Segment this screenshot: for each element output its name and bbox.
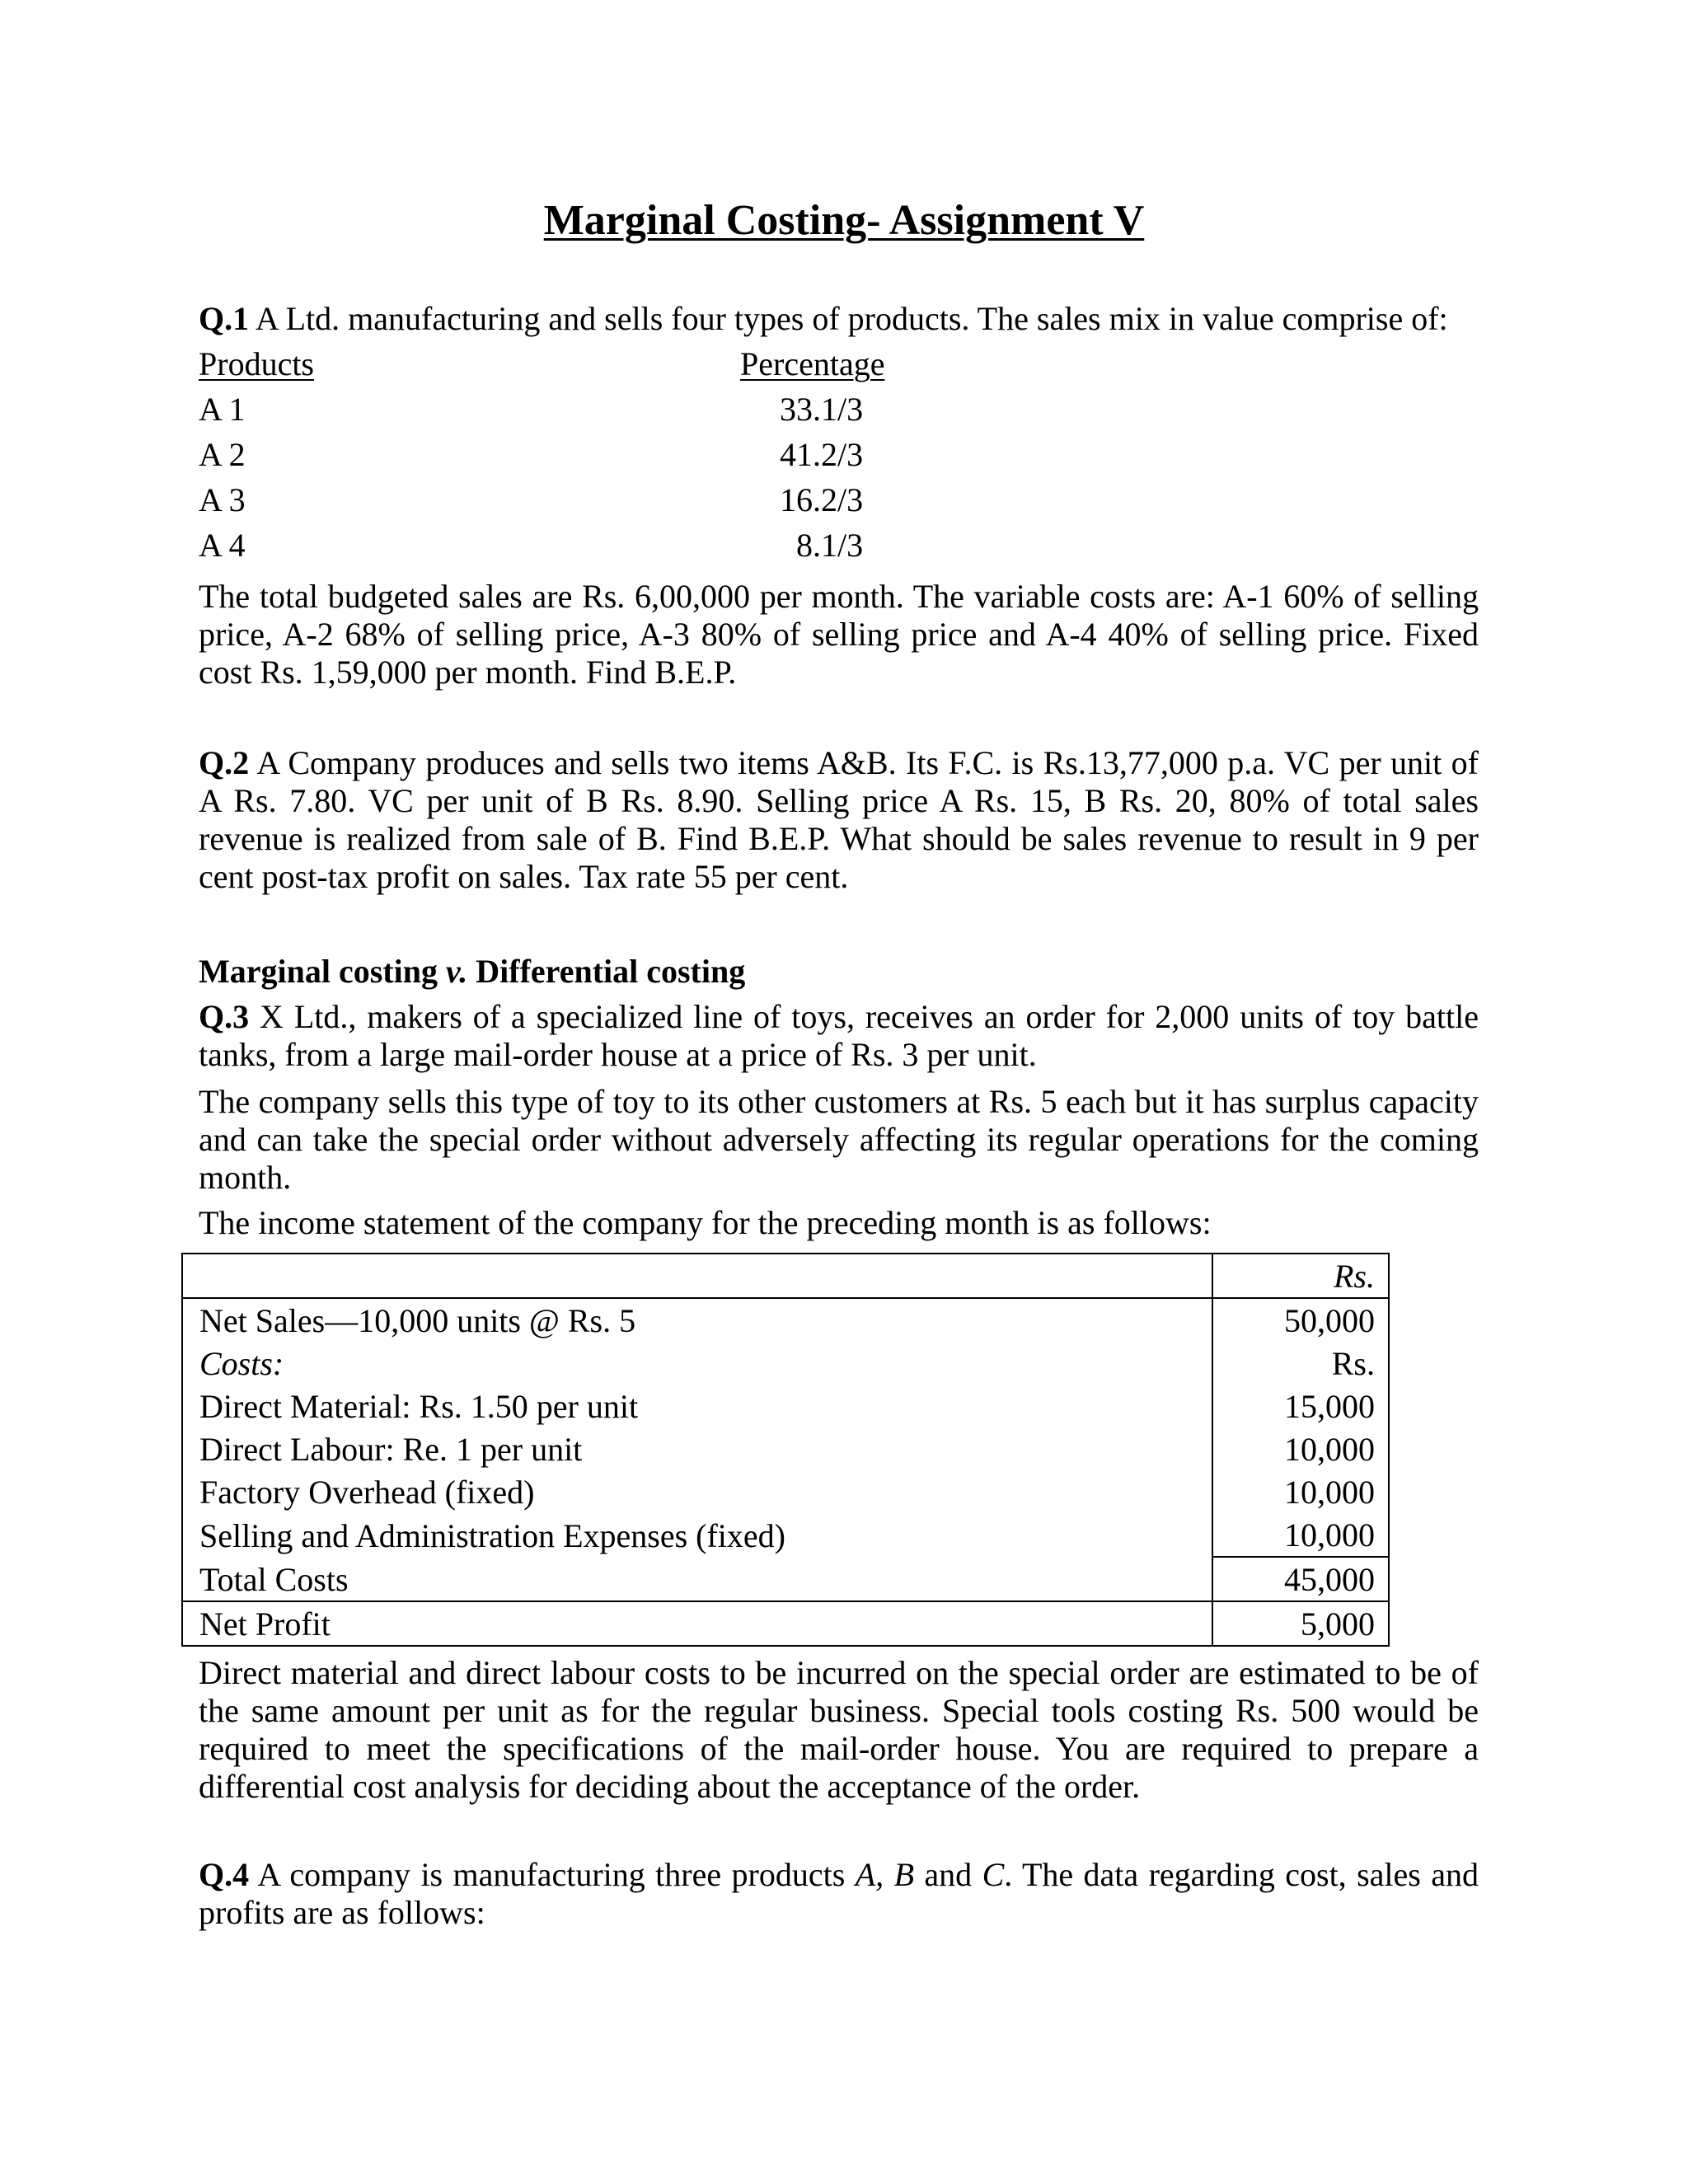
net-sales-label: Net Sales—10,000 units @ Rs. 5 <box>199 1302 636 1339</box>
q4-t1: A company is manufacturing three products <box>257 1856 856 1893</box>
q4-t3: and <box>914 1856 982 1893</box>
q2-label: Q.2 <box>199 744 250 781</box>
q3-text1-body: X Ltd., makers of a specialized line of toys, receives an order for 2,000 units of toy battle tanks, from a large mail-order house at a price of Rs. 3 per unit. <box>199 998 1479 1073</box>
q3-label: Q.3 <box>199 998 250 1035</box>
q4-product-c: C <box>982 1856 1005 1893</box>
table-cell <box>182 1254 1212 1298</box>
q1-row-pct: 8.1/3 <box>796 527 864 564</box>
table-row <box>182 1557 1389 1601</box>
table-row <box>182 1385 1389 1427</box>
net-sales-amount: 50,000 <box>1212 1298 1389 1342</box>
q3-text3: The income statement of the company for the preceding month is as follows: <box>199 1204 1212 1241</box>
q3-text4: Direct material and direct labour costs to be incurred on the special order are estimated to be of the same amount per unit as for the regular business. Special tools costing Rs. 500 would be required to meet the specifications of the mail-order house. You are required to prepare a differential cost analysis for deciding about the acceptance of the order. <box>199 1654 1479 1805</box>
section-heading-a: Marginal costing <box>199 953 446 990</box>
cost-item-amount: 10,000 <box>1212 1427 1389 1470</box>
cost-item-amount: 10,000 <box>1212 1470 1389 1513</box>
page-title <box>0 194 1688 247</box>
header-amount: Rs. <box>1212 1254 1389 1298</box>
q1-col-percentage: Percentage <box>740 345 885 382</box>
q1-label: Q.1 <box>199 300 250 337</box>
table-row <box>182 1513 1389 1557</box>
q3-text1 <box>199 998 1479 1074</box>
q4-label: Q.4 <box>199 1856 250 1893</box>
q4-t2 <box>884 1856 893 1893</box>
q4-t4: . The data regarding cost, sales and profits are as follows: <box>199 1856 1479 1931</box>
q1-intro-text: A Ltd. manufacturing and sells four types of products. The sales mix in value comprise of: <box>255 300 1448 337</box>
cost-item-label: Factory Overhead (fixed) <box>199 1474 535 1511</box>
section-heading-b: Differential costing <box>467 953 746 990</box>
cost-item-amount: 10,000 <box>1212 1513 1389 1557</box>
q1-row-pct: 33.1/3 <box>780 391 864 428</box>
q3-text2: The company sells this type of toy to its other customers at Rs. 5 each but it has surplus capacity and can take the special order without adversely affecting its regular operations for the coming month. <box>199 1083 1479 1196</box>
cost-item-amount: 15,000 <box>1212 1385 1389 1427</box>
q4-product-b: B <box>893 1856 914 1893</box>
title-text: Marginal Costing- Assignment V <box>543 197 1145 244</box>
q1-row-product: A 3 <box>199 481 246 518</box>
q1-col-products: Products <box>199 345 314 382</box>
net-profit-label: Net Profit <box>182 1601 1212 1646</box>
cost-item-label: Selling and Administration Expenses (fixed) <box>199 1516 785 1554</box>
table-row <box>182 1254 1389 1298</box>
table-row <box>182 1298 1389 1342</box>
table-row <box>182 1470 1389 1513</box>
q2-body: A Company produces and sells two items A&B. Its F.C. is Rs.13,77,000 p.a. VC per unit of A Rs. 7.80. VC per unit of B Rs. 8.90. Selling price A Rs. 15, B Rs. 20, 80% of total sales revenue is realized from sale of B. Find B.E.P. What should be sales revenue to result in 9 per cent post-tax profit on sales. Tax rate 55 per cent. <box>199 744 1479 895</box>
q1-row-pct: 41.2/3 <box>780 436 864 473</box>
q4-product-a: A, <box>855 1856 884 1893</box>
q2-text <box>199 744 1479 896</box>
income-statement-table <box>181 1253 1390 1647</box>
q1-row-product: A 4 <box>199 527 246 564</box>
table-row <box>182 1427 1389 1470</box>
cost-item-label: Direct Labour: Re. 1 per unit <box>199 1431 583 1468</box>
q1-intro <box>199 300 1448 338</box>
cost-item-label: Direct Material: Rs. 1.50 per unit <box>199 1388 639 1425</box>
q1-row-product: A 2 <box>199 436 246 473</box>
costs-label: Costs: <box>199 1345 284 1382</box>
q1-row-pct: 16.2/3 <box>780 481 864 518</box>
total-costs-amount: 45,000 <box>1212 1557 1389 1601</box>
q4-text <box>199 1856 1479 1932</box>
section-heading-v: v. <box>445 953 468 990</box>
q1-text: The total budgeted sales are Rs. 6,00,000 per month. The variable costs are: A-1 60% of selling price, A-2 68% of selling price, A-3 80% of selling price and A-4 40% of selling price. Fixed cost Rs. 1,59,000 per month. Find B.E.P. <box>199 578 1479 691</box>
net-profit-amount: 5,000 <box>1212 1601 1389 1646</box>
section-heading <box>199 953 745 991</box>
costs-currency: Rs. <box>1212 1342 1389 1385</box>
table-row <box>182 1601 1389 1646</box>
table-row <box>182 1342 1389 1385</box>
q1-row-product: A 1 <box>199 391 246 428</box>
total-costs-label: Total Costs <box>199 1560 349 1598</box>
